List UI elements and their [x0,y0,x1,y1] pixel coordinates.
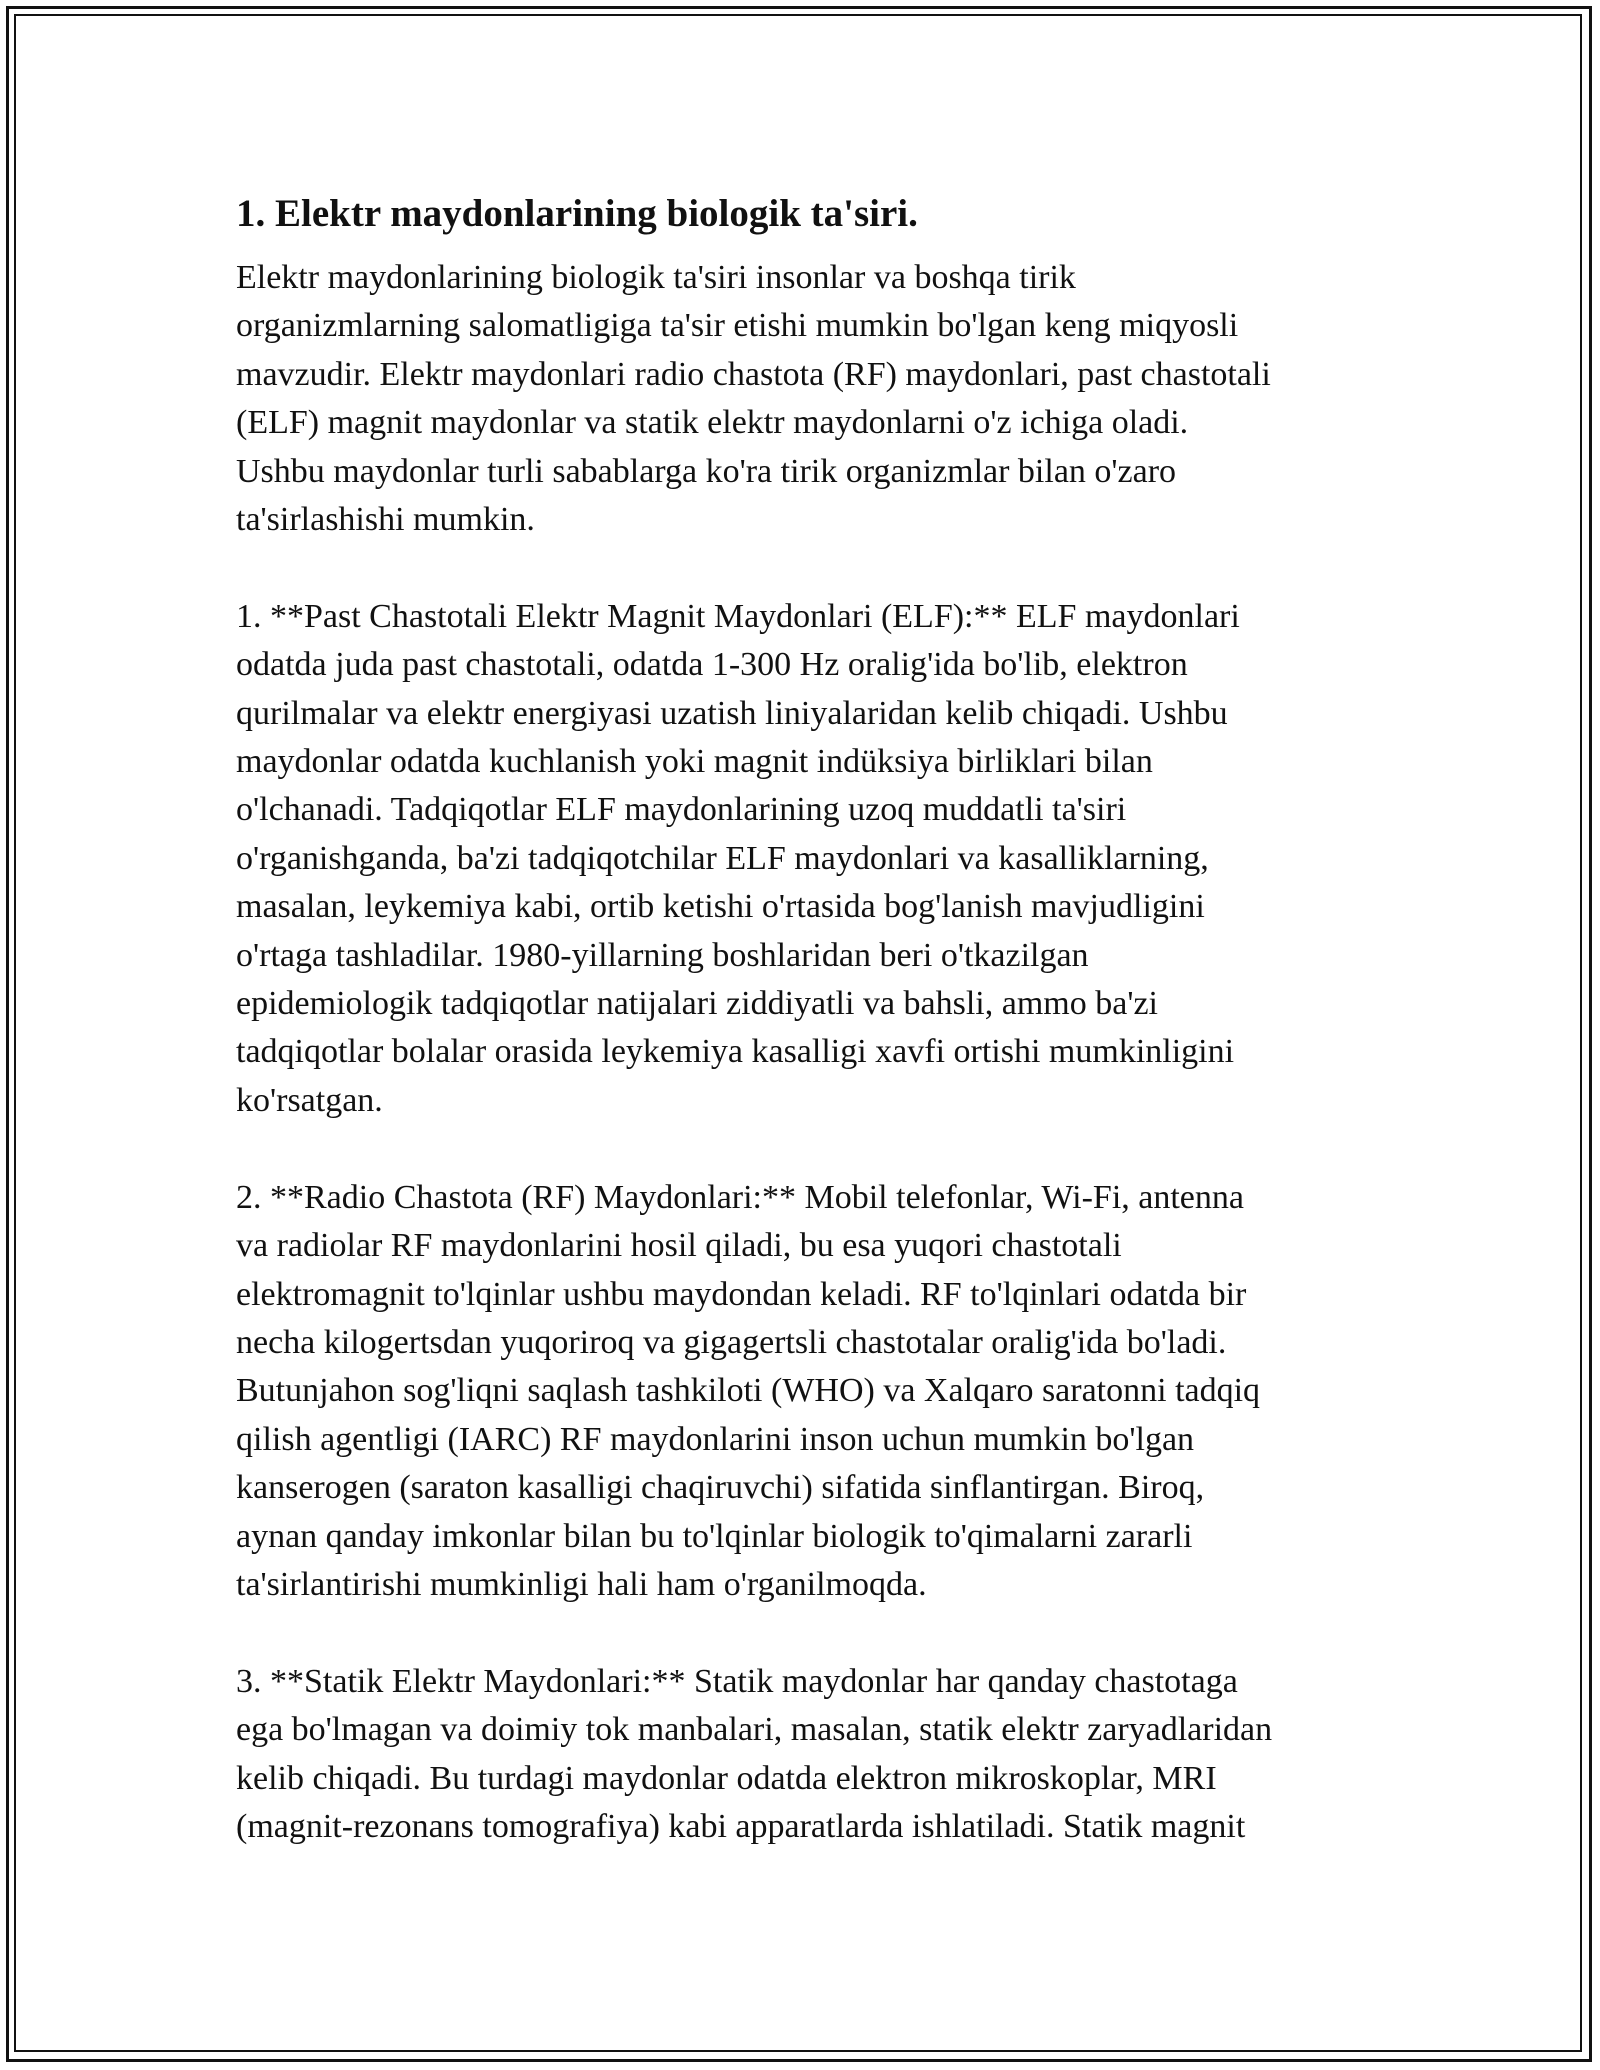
text-line: kelib chiqadi. Bu turdagi maydonlar odatda elektron mikroskoplar, MRI [236,1759,1217,1797]
paragraph [236,254,1370,544]
document-body [236,188,1370,1900]
text-line: kanserogen (saraton kasalligi chaqiruvchi) sifatida sinflantirgan. Biroq, [236,1469,1205,1507]
text-line: necha kilogertsdan yuqoriroq va gigagertsli chastotalar oralig'ida bo'ladi. [236,1323,1227,1361]
text-line: epidemiologik tadqiqotlar natijalari ziddiyatli va bahsli, ammo ba'zi [236,985,1158,1023]
text-line: o'lchanadi. Tadqiqotlar ELF maydonlarining uzoq muddatli ta'siri [236,791,1127,829]
text-line: tadqiqotlar bolalar orasida leykemiya kasalligi xavfi ortishi mumkinligini [236,1033,1235,1071]
text-line: aynan qanday imkonlar bilan bu to'lqinlar biologik to'qimalarni zararli [236,1517,1193,1555]
text-line: qurilmalar va elektr energiyasi uzatish liniyalaridan kelib chiqadi. Ushbu [236,694,1228,732]
text-line: Ushbu maydonlar turli sabablarga ko'ra tirik organizmlar bilan o'zaro [236,452,1177,490]
text-line: ko'rsatgan. [236,1081,383,1119]
text-line: ega bo'lmagan va doimiy tok manbalari, masalan, statik elektr zaryadlaridan [236,1711,1273,1749]
document-title: 1. Elektr maydonlarining biologik ta'siri. [236,192,918,235]
text-line: odatda juda past chastotali, odatda 1-300 Hz oralig'ida bo'lib, elektron [236,646,1188,684]
text-line: elektromagnit to'lqinlar ushbu maydondan keladi. RF to'lqinlari odatda bir [236,1275,1247,1313]
paragraph [236,1658,1370,1852]
paragraph [236,1174,1370,1610]
text-line: ta'sirlantirishi mumkinligi hali ham o'rganilmoqda. [236,1565,927,1603]
text-line: Butunjahon sog'liqni saqlash tashkiloti (WHO) va Xalqaro saratonni tadqiq [236,1372,1261,1410]
text-line: va radiolar RF maydonlarini hosil qiladi, bu esa yuqori chastotali [236,1227,1122,1265]
text-line: 1. **Past Chastotali Elektr Magnit Maydonlari (ELF):** ELF maydonlari [236,597,1240,635]
paragraph-list [236,254,1370,1851]
paragraph [236,593,1370,1125]
text-line: o'rganishganda, ba'zi tadqiqotchilar ELF maydonlari va kasalliklarning, [236,839,1209,877]
text-line: qilish agentligi (IARC) RF maydonlarini inson uchun mumkin bo'lgan [236,1420,1195,1458]
text-line: organizmlarning salomatligiga ta'sir etishi mumkin bo'lgan keng miqyosli [236,307,1239,345]
text-line: Elektr maydonlarining biologik ta'siri insonlar va boshqa tirik [236,259,1076,296]
text-line: 3. **Statik Elektr Maydonlari:** Statik maydonlar har qanday chastotaga [236,1662,1238,1700]
text-line: mavzudir. Elektr maydonlari radio chastota (RF) maydonlari, past chastotali [236,355,1271,393]
text-line: (ELF) magnit maydonlar va statik elektr maydonlarni o'z ichiga oladi. [236,404,1189,442]
text-line: 2. **Radio Chastota (RF) Maydonlari:** Mobil telefonlar, Wi-Fi, antenna [236,1178,1244,1216]
text-line: masalan, leykemiya kabi, ortib ketishi o'rtasida bog'lanish mavjudligini [236,888,1205,926]
text-line: (magnit-rezonans tomografiya) kabi apparatlarda ishlatiladi. Statik magnit [236,1807,1246,1845]
text-line: maydonlar odatda kuchlanish yoki magnit indüksiya birliklari bilan [236,743,1153,781]
text-line: ta'sirlashishi mumkin. [236,501,535,539]
text-line: o'rtaga tashladilar. 1980-yillarning boshlaridan beri o'tkazilgan [236,936,1089,974]
